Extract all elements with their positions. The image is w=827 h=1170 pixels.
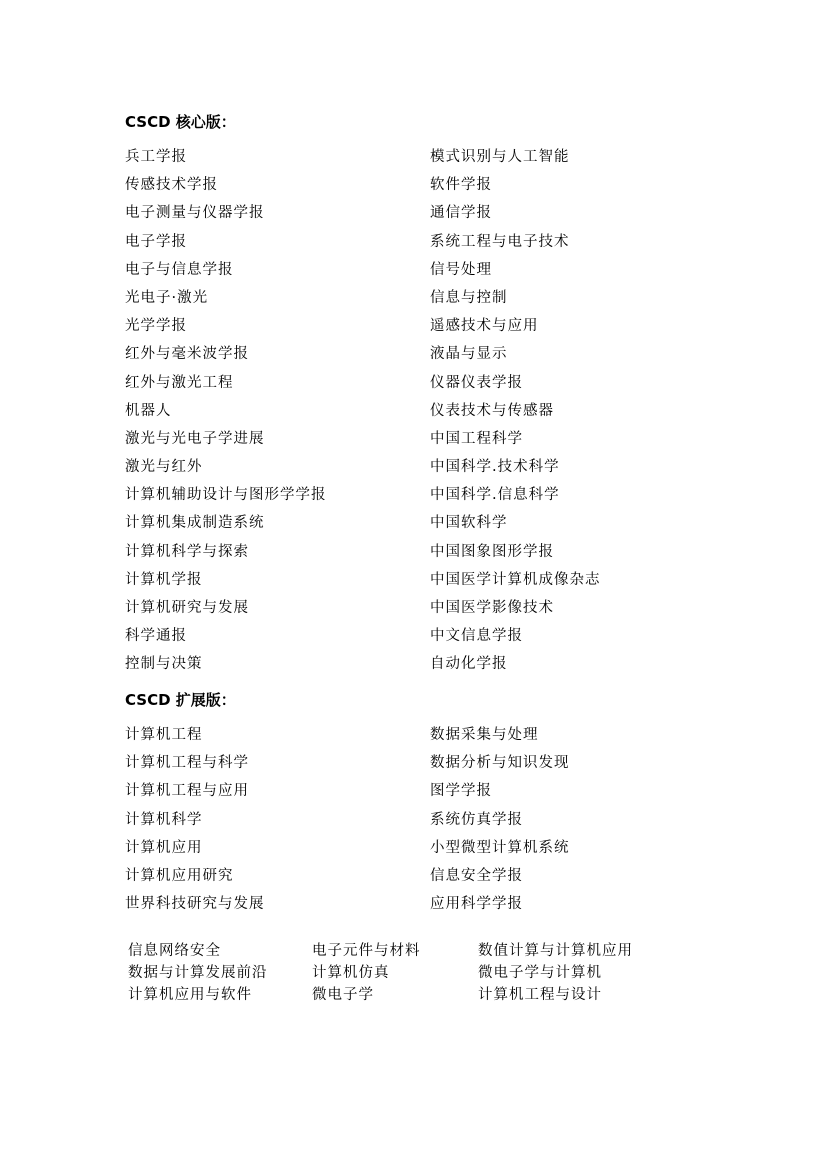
journal-item: 电子学报	[125, 233, 187, 250]
journal-item: 仪器仪表学报	[430, 374, 523, 391]
journal-item: 计算机科学	[125, 811, 203, 828]
journal-item: 电子与信息学报	[125, 261, 234, 278]
journal-item: 激光与红外	[125, 459, 203, 476]
extended-heading: CSCD 扩展版：	[125, 691, 236, 709]
journal-item: 应用科学学报	[430, 896, 523, 913]
extended-right-list	[430, 725, 570, 922]
journal-item: 仪表技术与传感器	[430, 402, 554, 419]
core-heading: CSCD 核心版：	[125, 113, 236, 131]
journal-item: 数据采集与处理	[430, 727, 539, 743]
journal-item: 数据与计算发展前沿	[128, 965, 268, 981]
journal-item: 中文信息学报	[430, 628, 523, 645]
journal-item: 中国医学影像技术	[430, 600, 554, 616]
journal-item: 系统仿真学报	[430, 811, 523, 828]
journal-item: 光学学报	[125, 318, 187, 335]
others-col1-list	[128, 941, 268, 1007]
journal-item: 模式识别与人工智能	[430, 149, 570, 165]
journal-item: 数值计算与计算机应用	[478, 943, 633, 959]
journal-item: 控制与决策	[125, 656, 203, 673]
journal-item: 微电子学	[312, 987, 374, 1003]
journal-item: 机器人	[125, 402, 172, 419]
journal-item: 遥感技术与应用	[430, 318, 539, 335]
journal-item: 计算机科学与探索	[125, 543, 249, 560]
journal-item: 计算机工程	[125, 727, 203, 743]
extended-left-list	[125, 725, 265, 922]
journal-item: 激光与光电子学进展	[125, 430, 265, 447]
journal-item: 中国科学.信息科学	[430, 487, 560, 504]
journal-item: 电子元件与材料	[312, 943, 421, 959]
journal-item: 中国工程科学	[430, 430, 523, 447]
journal-item: 电子测量与仪器学报	[125, 205, 265, 222]
journal-item: 中国科学.技术科学	[430, 459, 560, 476]
journal-item: 信息安全学报	[430, 867, 523, 884]
journal-item: 微电子学与计算机	[478, 965, 602, 981]
journal-item: 液晶与显示	[430, 346, 508, 363]
journal-item: 计算机集成制造系统	[125, 515, 265, 532]
journal-item: 信号处理	[430, 261, 492, 278]
journal-item: 计算机工程与应用	[125, 783, 249, 800]
journal-item: 计算机学报	[125, 571, 203, 588]
journal-item: 世界科技研究与发展	[125, 896, 265, 913]
journal-item: 计算机应用研究	[125, 867, 234, 884]
journal-item: 信息与控制	[430, 289, 508, 306]
journal-item: 红外与激光工程	[125, 374, 234, 391]
journal-item: 信息网络安全	[128, 943, 221, 959]
others-col3-list	[478, 941, 633, 1007]
journal-item: 软件学报	[430, 177, 492, 194]
journal-item: 红外与毫米波学报	[125, 346, 249, 363]
journal-item: 自动化学报	[430, 656, 508, 673]
journal-item: 计算机研究与发展	[125, 600, 249, 616]
journal-item: 中国图象图形学报	[430, 543, 554, 560]
journal-item: 计算机工程与科学	[125, 755, 249, 772]
journal-item: 传感技术学报	[125, 177, 218, 194]
journal-item: 光电子·激光	[125, 289, 209, 306]
journal-item: 计算机仿真	[312, 965, 390, 981]
journal-item: 计算机工程与设计	[478, 987, 602, 1003]
journal-item: 中国医学计算机成像杂志	[430, 571, 601, 588]
journal-item: 通信学报	[430, 205, 492, 222]
journal-item: 科学通报	[125, 628, 187, 645]
journal-item: 系统工程与电子技术	[430, 233, 570, 250]
journal-item: 计算机辅助设计与图形学学报	[125, 487, 327, 504]
core-right-list	[430, 147, 601, 683]
journal-item: 图学学报	[430, 783, 492, 800]
journal-item: 计算机应用	[125, 839, 203, 856]
journal-item: 中国软科学	[430, 515, 508, 532]
journal-item: 计算机应用与软件	[128, 987, 252, 1003]
core-left-list	[125, 147, 327, 683]
others-col2-list	[312, 941, 421, 1007]
journal-item: 数据分析与知识发现	[430, 755, 570, 772]
journal-item: 小型微型计算机系统	[430, 839, 570, 856]
journal-item: 兵工学报	[125, 149, 187, 165]
